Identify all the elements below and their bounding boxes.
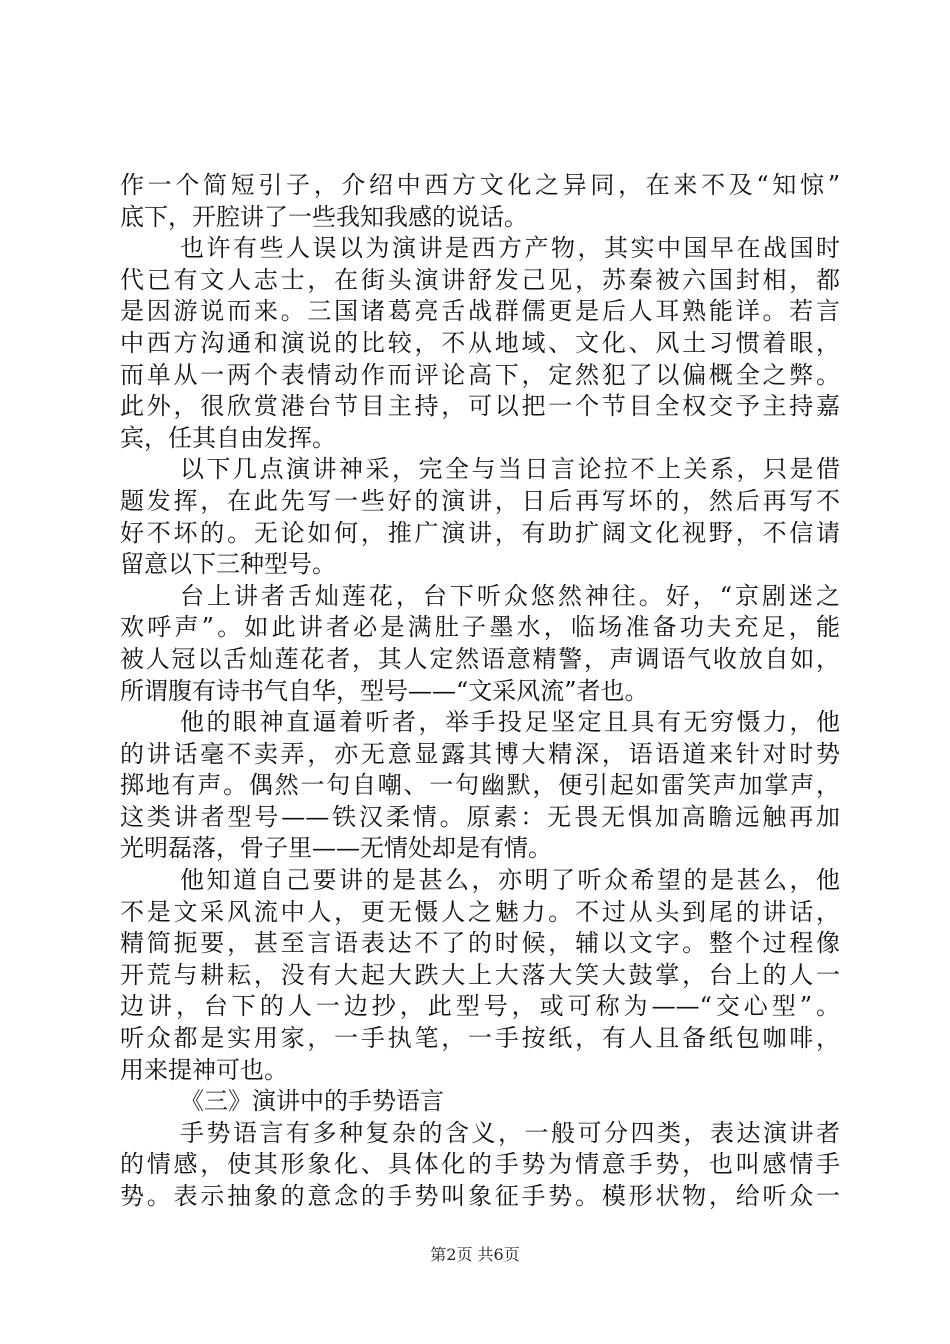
text-line: 开荒与耕耘，没有大起大跌大上大落大笑大鼓掌，台上的人一 [120, 960, 840, 989]
text-line: 题发挥，在此先写一些好的演讲，日后再写坏的，然后再写不 [120, 486, 840, 515]
text-line: 的情感，使其形象化、具体化的手势为情意手势，也叫感情手 [120, 1150, 840, 1179]
text-line: 用来提神可也。 [120, 1055, 288, 1084]
text-line: 宾，任其自由发挥。 [120, 423, 336, 452]
text-line: 这类讲者型号——铁汉柔情。原素：无畏无惧加高瞻远触再加 [120, 802, 840, 831]
paragraph-start-line: 台上讲者舌灿莲花，台下听众悠然神往。好，“京剧迷之 [180, 581, 840, 610]
page-number: 第2页 共6页 [430, 1245, 520, 1264]
text-line: 势。表示抽象的意念的手势叫象征手势。模形状物，给听众一 [120, 1182, 840, 1210]
text-line: 欢呼声”。如此讲者必是满肚子墨水，临场准备功夫充足，能 [120, 613, 840, 642]
text-line: 好不坏的。无论如何，推广演讲，有助扩阔文化视野，不信请 [120, 518, 840, 547]
text-line: 底下，开腔讲了一些我知我感的说话。 [120, 202, 528, 231]
document-body [120, 170, 840, 1213]
text-line: 被人冠以舌灿莲花者，其人定然语意精警，声调语气收放自如， [120, 644, 840, 673]
paragraph-start-line: 他知道自己要讲的是甚么，亦明了听众希望的是甚么，他 [180, 866, 840, 895]
text-line: 精简扼要，甚至言语表达不了的时候，辅以文字。整个过程像 [120, 929, 840, 958]
text-line: 而单从一两个表情动作而评论高下，定然犯了以偏概全之弊。 [120, 360, 840, 389]
text-line: 代已有文人志士，在街头演讲舒发己见，苏秦被六国封相，都 [120, 265, 840, 294]
text-line: 听众都是实用家，一手执笔，一手按纸，有人且备纸包咖啡， [120, 1024, 840, 1053]
paragraph-start-line: 也许有些人误以为演讲是西方产物，其实中国早在战国时 [180, 234, 840, 263]
text-line: 中西方沟通和演说的比较，不从地域、文化、风土习惯着眼， [120, 328, 840, 357]
text-line: 留意以下三种型号。 [120, 550, 336, 579]
text-line: 所谓腹有诗书气自华，型号——“文采风流”者也。 [120, 676, 649, 705]
text-line: 边讲，台下的人一边抄，此型号，或可称为——“交心型”。 [120, 992, 840, 1021]
text-line: 光明磊落，骨子里——无情处却是有情。 [120, 834, 552, 863]
text-line: 的讲话毫不卖弄，亦无意显露其博大精深，语语道来针对时势 [120, 739, 840, 768]
text-line: 是因游说而来。三国诸葛亮舌战群儒更是后人耳熟能详。若言 [120, 297, 840, 326]
text-line: 不是文采风流中人，更无慑人之魅力。不过从头到尾的讲话， [120, 897, 840, 926]
paragraph-start-line: 以下几点演讲神采，完全与当日言论拉不上关系，只是借 [180, 455, 840, 484]
paragraph-start-line: 手势语言有多种复杂的含义，一般可分四类，表达演讲者 [180, 1118, 840, 1147]
section-heading: 《三》演讲中的手势语言 [180, 1087, 444, 1116]
text-line: 此外，很欣赏港台节目主持，可以把一个节目全权交予主持嘉 [120, 392, 840, 421]
page-footer [0, 1244, 950, 1266]
paragraph-start-line: 他的眼神直逼着听者，举手投足坚定且具有无穷慑力，他 [180, 708, 840, 737]
text-line: 掷地有声。偶然一句自嘲、一句幽默，便引起如雷笑声加掌声， [120, 771, 840, 800]
text-line: 作一个简短引子，介绍中西方文化之异同，在来不及“知惊” [120, 171, 840, 199]
